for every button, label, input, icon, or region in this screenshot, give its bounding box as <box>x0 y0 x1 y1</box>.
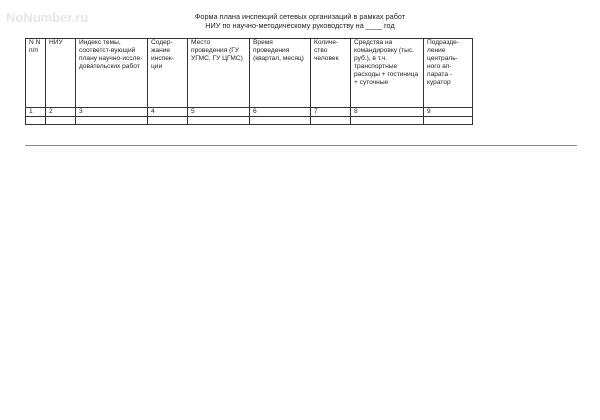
header-cell: N N п/п <box>26 39 46 108</box>
title-line-2: НИУ по научно-методическому руководству на ____ год <box>205 21 395 30</box>
number-cell: 9 <box>424 108 473 117</box>
empty-cell <box>311 117 351 125</box>
empty-row <box>26 117 473 125</box>
header-cell: Средства на командировку (тыс. руб.), в т.ч. транспортные расходы + гостиница + суточные <box>351 39 424 108</box>
header-row <box>26 39 473 108</box>
inspection-plan-table <box>25 38 473 125</box>
empty-cell <box>188 117 250 125</box>
empty-cell <box>148 117 188 125</box>
horizontal-divider <box>25 145 577 146</box>
header-cell: Содер-жание инспек-ции <box>148 39 188 108</box>
number-cell: 5 <box>188 108 250 117</box>
number-cell: 3 <box>76 108 148 117</box>
empty-cell <box>76 117 148 125</box>
number-cell: 7 <box>311 108 351 117</box>
header-cell: Индекс темы, соответст-вующий плану научно-иссле-довательских работ <box>76 39 148 108</box>
title-line-1: Форма плана инспекций сетевых организаций в рамках работ <box>194 12 406 21</box>
watermark: NoNumber.ru <box>6 10 89 25</box>
number-cell: 8 <box>351 108 424 117</box>
header-cell: Место проведения (ГУ УГМС, ГУ ЦГМС) <box>188 39 250 108</box>
empty-cell <box>250 117 311 125</box>
number-cell: 2 <box>46 108 76 117</box>
number-cell: 6 <box>250 108 311 117</box>
empty-cell <box>351 117 424 125</box>
header-cell: Количе-ство человек <box>311 39 351 108</box>
column-number-row <box>26 108 473 117</box>
empty-cell <box>26 117 46 125</box>
header-cell: Время проведения (квартал, месяц) <box>250 39 311 108</box>
header-cell: Подразде-ление централь-ного ап-парата - куратор <box>424 39 473 108</box>
number-cell: 4 <box>148 108 188 117</box>
number-cell: 1 <box>26 108 46 117</box>
empty-cell <box>424 117 473 125</box>
header-cell: НИУ <box>46 39 76 108</box>
document-title <box>0 12 600 30</box>
empty-cell <box>46 117 76 125</box>
